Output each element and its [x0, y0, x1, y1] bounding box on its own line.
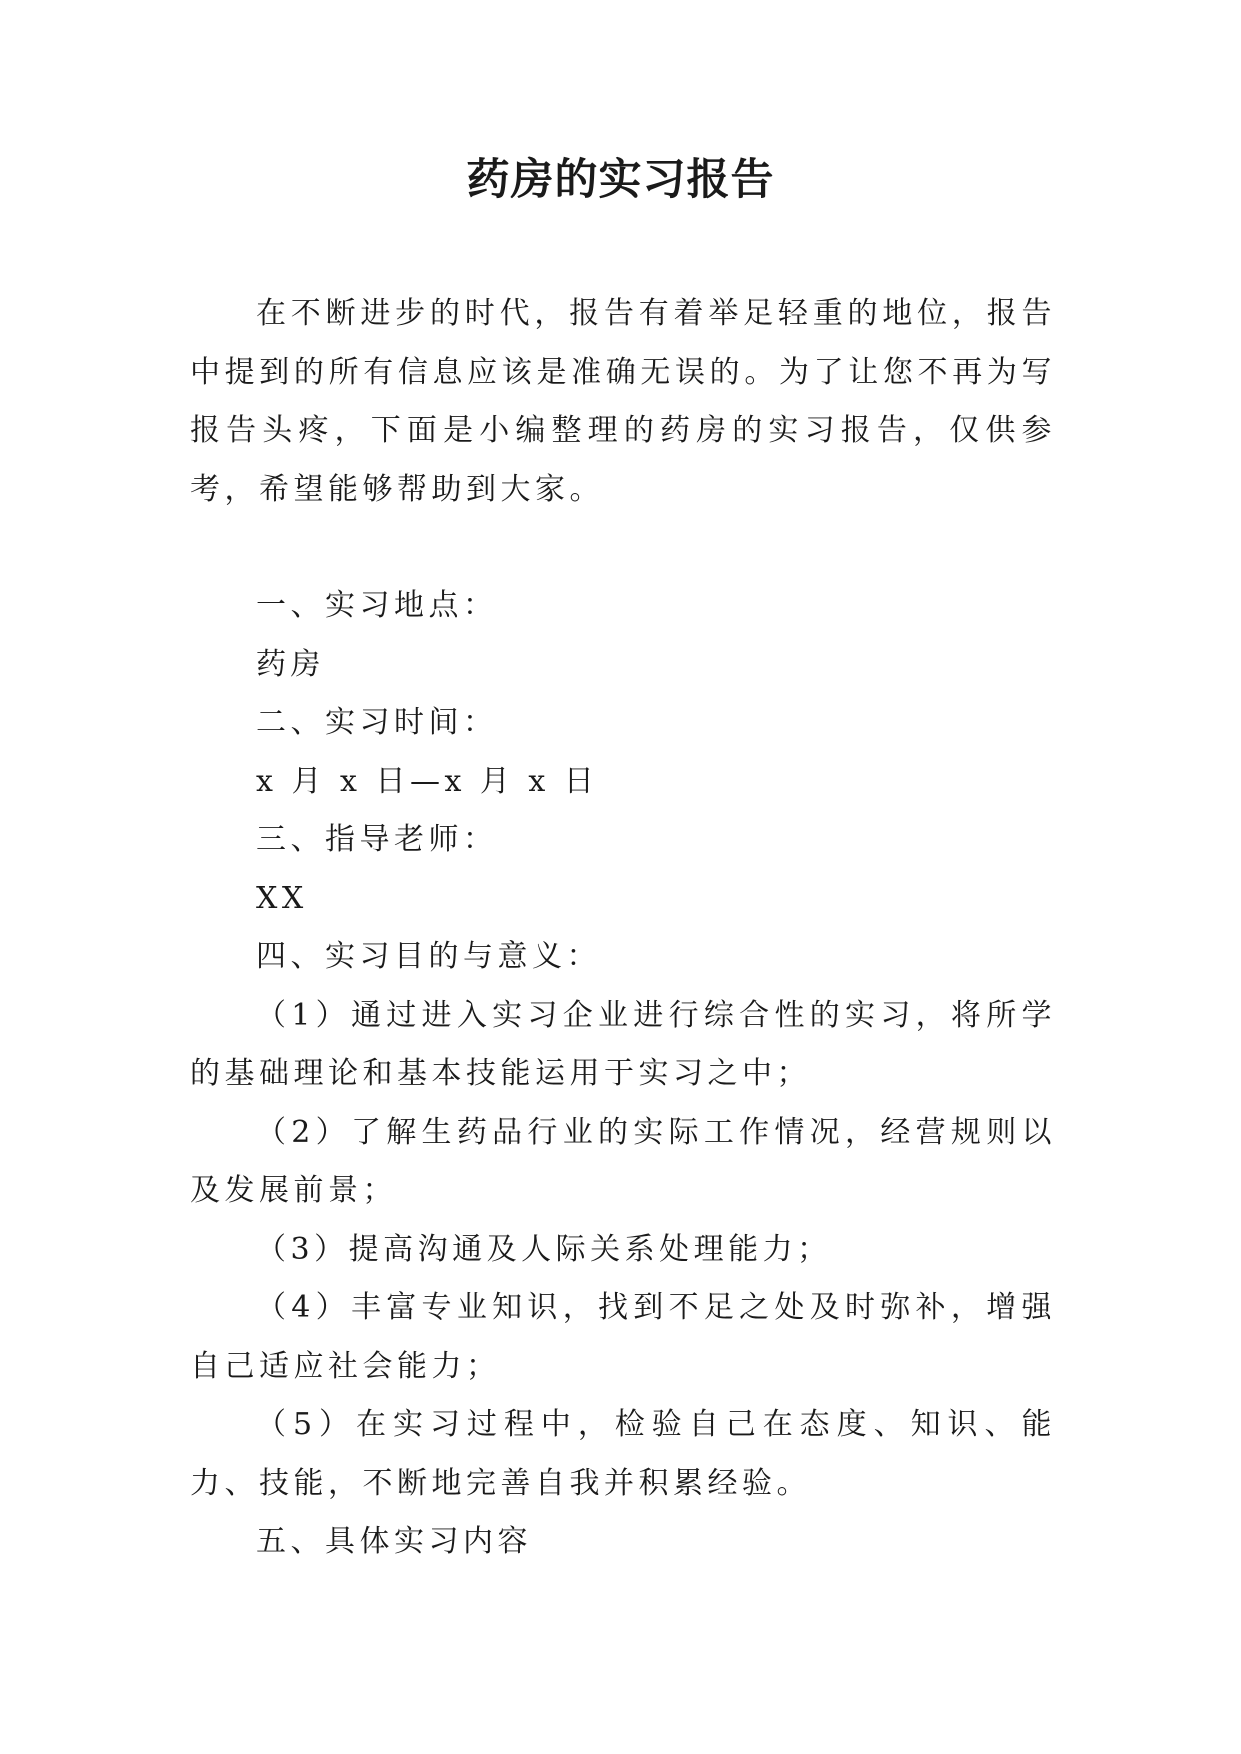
purpose-item-3: （3）提高沟通及人际关系处理能力； [256, 1231, 832, 1267]
document-body [190, 285, 1056, 1572]
purpose-item-4: （4）丰富专业知识，找到不足之处及时弥补，增强自己适应社会能力； [190, 1290, 1056, 1384]
section-heading-teacher: 三、指导老师： [256, 822, 498, 857]
time-value: x 月 x 日—x 月 x 日 [256, 763, 599, 799]
purpose-item-5: （5）在实习过程中，检验自己在态度、知识、能力、技能，不断地完善自我并积累经验。 [190, 1407, 1056, 1501]
teacher-value: XX [256, 880, 308, 916]
location-value: 药房 [256, 646, 325, 682]
section-heading-content: 五、具体实习内容 [256, 1524, 532, 1559]
intro-paragraph: 在不断进步的时代，报告有着举足轻重的地位，报告中提到的所有信息应该是准确无误的。为了让您不再为写报告头疼，下面是小编整理的药房的实习报告，仅供参考，希望能够帮助到大家。 [190, 296, 1056, 507]
purpose-item-1: （1）通过进入实习企业进行综合性的实习，将所学的基础理论和基本技能运用于实习之中； [190, 997, 1056, 1091]
section-heading-time: 二、实习时间： [256, 705, 498, 740]
section-heading-location: 一、实习地点： [256, 588, 498, 623]
purpose-item-2: （2）了解生药品行业的实际工作情况，经营规则以及发展前景； [190, 1114, 1056, 1208]
section-heading-purpose: 四、实习目的与意义： [256, 939, 601, 974]
document-title: 药房的实习报告 [466, 155, 775, 205]
